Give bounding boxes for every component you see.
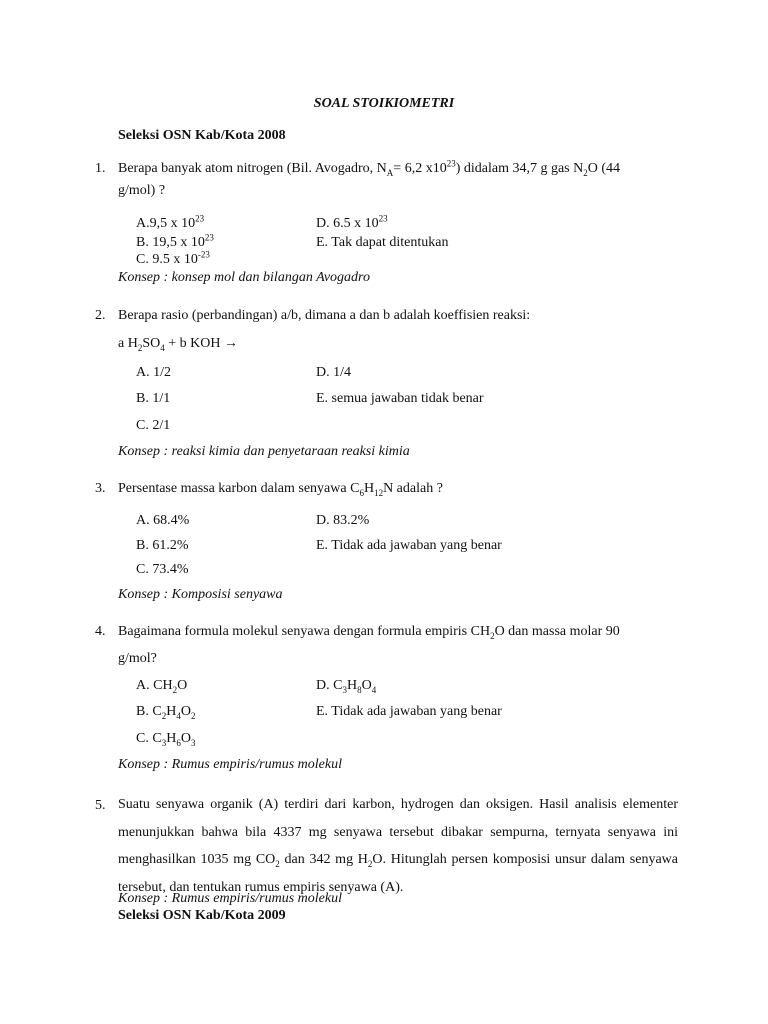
question-3-option-b: B. 61.2% — [136, 538, 189, 553]
section-heading-2008: Seleksi OSN Kab/Kota 2008 — [118, 128, 286, 143]
section-heading-2009: Seleksi OSN Kab/Kota 2009 — [118, 908, 286, 923]
question-2-konsep: Konsep : reaksi kimia dan penyetaraan reaksi kimia — [118, 444, 410, 459]
question-4-option-b: B. $C_2H_4O_2$ — [136, 704, 196, 721]
question-3-option-a: A. 68.4% — [136, 513, 190, 528]
question-4-text-line2: g/mol? — [118, 651, 157, 666]
question-3-number: 3. — [95, 481, 106, 496]
question-2-option-b: B. 1/1 — [136, 391, 171, 406]
question-1-konsep: Konsep : konsep mol dan bilangan Avogadro — [118, 270, 370, 285]
question-4-text-line1: Bagaimana formula molekul senyawa dengan formula empiris $CH_2O$ dan massa molar 90 — [118, 624, 620, 641]
question-2-option-a: A. 1/2 — [136, 365, 171, 380]
question-3-option-e: E. Tidak ada jawaban yang benar — [316, 538, 502, 553]
question-1-option-b: B. 19,5 x $10^{23}$ — [136, 232, 214, 250]
question-1-option-a: A.9,5 x $10^{23}$ — [136, 213, 205, 231]
question-4-konsep: Konsep : Rumus empiris/rumus molekul — [118, 757, 342, 772]
question-5-konsep: Konsep : Rumus empiris/rumus molekul — [118, 891, 342, 906]
question-3-konsep: Konsep : Komposisi senyawa — [118, 587, 283, 602]
question-2-option-c: C. 2/1 — [136, 418, 171, 433]
question-3-text: Persentase massa karbon dalam senyawa $C_6H_{12}N$ adalah ? — [118, 481, 443, 498]
question-1-text-line2: g/mol) ? — [118, 183, 166, 198]
question-1-option-c: C. 9.5 x $10^{-23}$ — [136, 249, 210, 267]
question-2-number: 2. — [95, 308, 106, 323]
question-1-number: 1. — [95, 161, 106, 176]
question-4-option-e: E. Tidak ada jawaban yang benar — [316, 704, 502, 719]
question-5-text: Suatu senyawa organik (A) terdiri dari karbon, hydrogen dan oksigen. Hasil analisis elementer menunjukkan bahwa bila 4337 mg senyawa tersebut dibakar sempurna, ternyata senyawa ini menghasilkan 1035 mg $CO_2$ dan 342 mg $H_2O$. Hitunglah persen komposisi unsur dalam senyawa tersebut, dan tentukan rumus empiris senyawa (A). — [118, 797, 678, 895]
question-5-number: 5. — [95, 798, 106, 813]
question-1-option-e: E. Tak dapat ditentukan — [316, 235, 449, 250]
question-4-option-a: A. $CH_2O$ — [136, 678, 188, 695]
question-2-text: Berapa rasio (perbandingan) a/b, dimana a dan b adalah koeffisien reaksi: — [118, 308, 531, 323]
question-4-option-c: C. $C_3H_6O_3$ — [136, 731, 196, 748]
question-1-option-d: D. 6.5 x $10^{23}$ — [316, 213, 388, 231]
question-4-option-d: D. $C_3H_8O_4$ — [316, 678, 377, 695]
question-1-text-line1: Berapa banyak atom nitrogen (Bil. Avogadro, $N_A= 6,2$ $x10^{23}$) didalam 34,7 g gas $N_2O$ (44 — [118, 158, 621, 178]
question-3-option-c: C. 73.4% — [136, 562, 189, 577]
page-title: SOAL STOIKIOMETRI — [313, 96, 455, 111]
question-3-option-d: D. 83.2% — [316, 513, 370, 528]
question-2-option-e: E. semua jawaban tidak benar — [316, 391, 484, 406]
question-2-option-d: D. 1/4 — [316, 365, 351, 380]
question-2-equation: a $H_2SO_4 + b$ KOH → — [118, 336, 238, 353]
question-4-number: 4. — [95, 624, 106, 639]
